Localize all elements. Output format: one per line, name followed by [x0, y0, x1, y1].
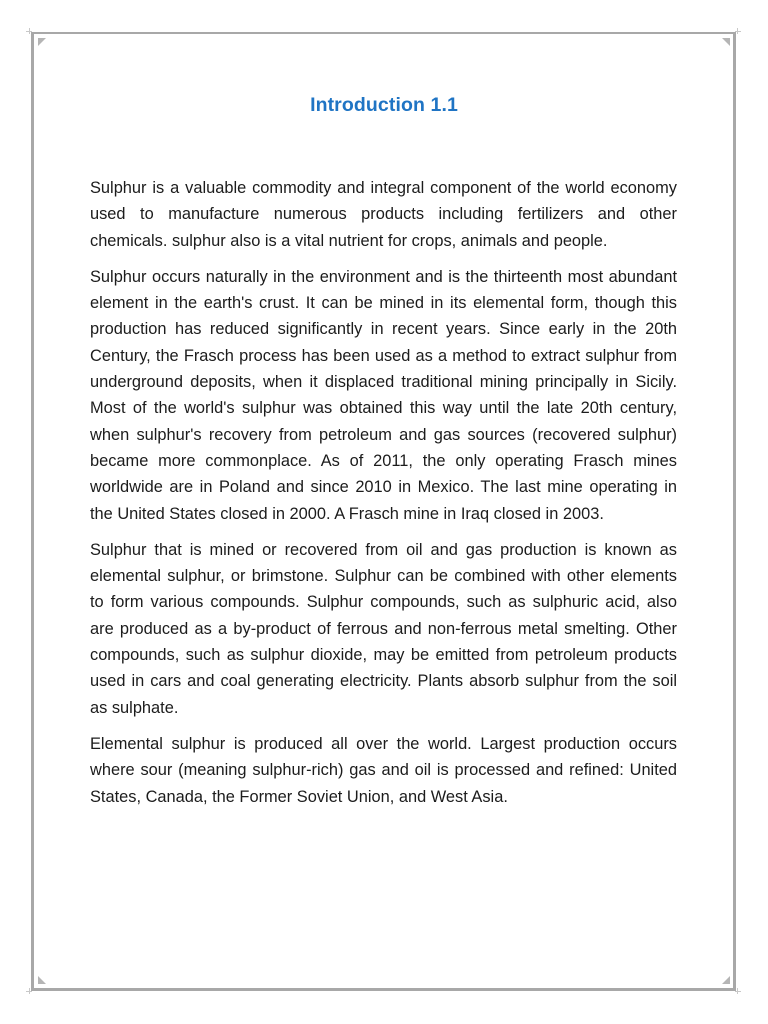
corner-ornament-top-left: [38, 38, 46, 46]
corner-ornament-top-right: [722, 38, 730, 46]
body-text: [90, 175, 677, 820]
crop-mark: [26, 991, 32, 992]
paragraph: Sulphur is a valuable commodity and integral component of the world economy used to manufacture numerous products including fertilizers and other chemicals. sulphur also is a vital nutrient for crops, animals and people.: [90, 179, 677, 250]
crop-mark: [735, 31, 741, 32]
corner-ornament-bottom-right: [722, 976, 730, 984]
crop-mark: [735, 991, 741, 992]
paragraph: Sulphur that is mined or recovered from oil and gas production is known as elemental sulphur, or brimstone. Sulphur can be combined with other elements to form various compounds. Sulphur compounds, such as sulphuric acid, also are produced as a by-product of ferrous and non-ferrous metal smelting. Other compounds, such as sulphur dioxide, may be emitted from petroleum products used in cars and coal generating electricity. Plants absorb sulphur from the soil as sulphate.: [90, 540, 677, 717]
crop-mark: [26, 31, 32, 32]
paragraph: Elemental sulphur is produced all over the world. Largest production occurs where sour (meaning sulphur-rich) gas and oil is processed and refined: United States, Canada, the Former Soviet Union, and West Asia.: [90, 734, 677, 806]
page-title: Introduction 1.1: [310, 94, 458, 116]
corner-ornament-bottom-left: [38, 976, 46, 984]
paragraph: Sulphur occurs naturally in the environment and is the thirteenth most abundant element in the earth's crust. It can be mined in its elemental form, though this production has reduced significantly in recent years. Since early in the 20th Century, the Frasch process has been used as a method to extract sulphur from underground deposits, when it displaced traditional mining principally in Sicily. Most of the world's sulphur was obtained this way until the late 20th century, when sulphur's recovery from petroleum and gas sources (recovered sulphur) became more commonplace. As of 2011, the only operating Frasch mines worldwide are in Poland and since 2010 in Mexico. The last mine operating in the United States closed in 2000. A Frasch mine in Iraq closed in 2003.: [90, 267, 677, 523]
